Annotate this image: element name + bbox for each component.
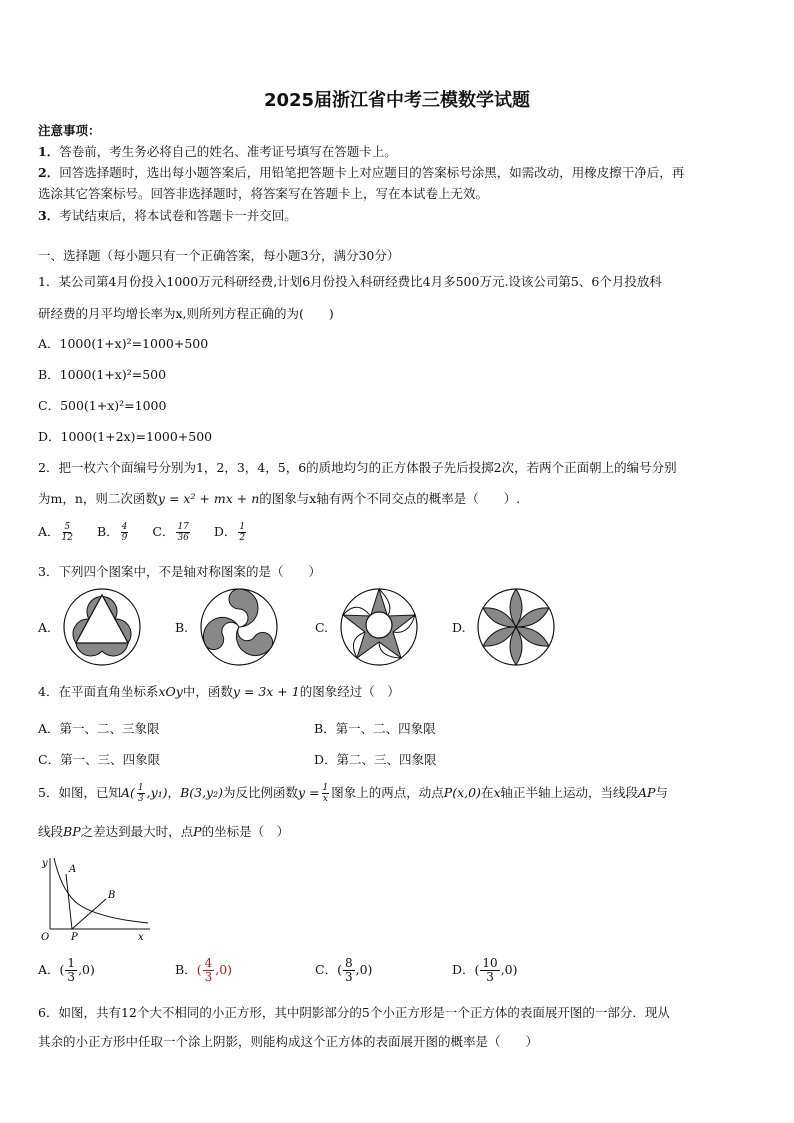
q5-opt-c-den: 3 — [344, 970, 353, 984]
q5-bp: BP — [63, 824, 81, 839]
q5-line2-text-a: 线段 — [38, 824, 64, 839]
q5-opt-c-label: C． — [315, 962, 338, 977]
note-2-text-a: 回答选择题时，选出每小题答案后，用铅笔把答题卡上对应题目的答案标号涂黑，如需改动，用橡皮擦干净后，再 — [59, 165, 685, 180]
q5-p-var: P — [193, 824, 202, 839]
q5-point-a-den: 3 — [137, 794, 144, 804]
q5-opt-b-den: 3 — [204, 970, 213, 984]
q1-line1: 1．某公司第4月份投入1000万元科研经费,计划6月份投入科研经费比4月多500万元.设该公司第5、6个月投放科 — [38, 274, 662, 289]
note-3-text: 考试结束后，将本试卷和答题卡一并交回。 — [59, 208, 297, 223]
q5-x-var: x — [493, 785, 501, 800]
q5-point-b: B(3,y₂) — [180, 785, 224, 800]
q2-opt-a-fraction — [62, 522, 73, 543]
q5-opt-c-close: ,0) — [355, 962, 373, 977]
q5-text-2: ， — [167, 785, 181, 800]
q4-text — [38, 682, 400, 700]
q5-opt-c-fraction — [343, 957, 355, 984]
q2-opt-a-label: A． — [38, 524, 60, 539]
q4-option-c: C．第一、三、四象限 — [38, 752, 161, 767]
q4-option-d: D．第二、三、四象限 — [314, 752, 437, 767]
q5-text-5: 在 — [480, 785, 494, 800]
q5-graph-segment-ap — [66, 874, 72, 929]
q2-options — [38, 522, 248, 543]
q3-figure-c — [339, 587, 419, 667]
q5-point-a-post: ,y₁) — [146, 785, 168, 800]
q4-text-a: 4．在平面直角坐标系 — [38, 684, 159, 699]
q5-opt-b-fraction — [203, 957, 215, 984]
q5-opt-d-den: 3 — [486, 970, 494, 984]
q5-point-a-pre: A( — [120, 785, 135, 800]
note-2 — [38, 163, 684, 181]
note-3 — [38, 206, 297, 224]
q5-text-6: 轴正半轴上运动，当线段 — [500, 785, 639, 800]
q2-opt-d-label: D． — [213, 524, 237, 539]
q5-opt-a-close: ,0) — [78, 962, 95, 977]
q2-opt-b-den: 9 — [121, 533, 128, 543]
q5-opt-b-open: ( — [196, 962, 202, 977]
q2-opt-d-fraction — [238, 522, 246, 543]
q5-option-a — [38, 957, 95, 984]
q4-option-b: B．第一、二、四象限 — [314, 721, 436, 736]
q5-point-a-fraction — [137, 783, 145, 804]
q2-line2-text-a: 为m，n，则二次函数 — [38, 491, 158, 506]
q5-function-den: x — [322, 794, 328, 804]
page-title: 2025届浙江省中考三模数学试题 — [263, 90, 531, 111]
q5-text-3: 为反比例函数 — [223, 785, 299, 800]
note-3-number: 3． — [38, 208, 60, 223]
q5-opt-b-close: ,0) — [215, 962, 233, 977]
q5-point-a-num: 1 — [137, 783, 144, 793]
q3-figure-a — [62, 587, 142, 667]
q5-option-d — [452, 957, 518, 984]
q4-text-b: 中，函数 — [182, 684, 233, 699]
q2-opt-c-fraction — [176, 522, 189, 543]
q5-text-4: 图象上的两点，动点 — [331, 785, 444, 800]
q2-opt-b-fraction — [121, 522, 129, 543]
q5-graph-label-x: x — [138, 932, 144, 942]
q5-opt-a-label: A． — [38, 962, 60, 977]
q5-graph-label-b: B — [108, 890, 116, 901]
q5-line2-text-c: 的坐标是（ ） — [201, 824, 290, 839]
q5-function-num: 1 — [322, 783, 329, 793]
q5-opt-d-fraction — [480, 957, 499, 984]
q2-opt-b-label: B． — [96, 524, 119, 539]
q2-opt-c-label: C． — [152, 524, 175, 539]
q3-figure-b — [199, 587, 279, 667]
q2-line1: 2．把一枚六个面编号分别为1，2，3，4，5，6的质地均匀的正方体骰子先后投掷2次，若两个正面朝上的编号分别 — [38, 460, 677, 475]
q2-opt-a-den: 12 — [61, 533, 73, 543]
q2-opt-c-num: 17 — [177, 522, 189, 532]
note-2-number: 2． — [38, 165, 60, 180]
q5-function-pre: y = — [298, 785, 320, 800]
note-2-line2: 选涂其它答案标号。回答非选择题时，将答案写在答题卡上，写在本试卷上无效。 — [38, 186, 489, 201]
q4-function: y = 3x + 1 — [232, 684, 300, 699]
q5-opt-d-open: ( — [474, 962, 480, 977]
note-1-number: 1． — [38, 144, 60, 159]
q5-opt-a-den: 3 — [67, 970, 76, 984]
q5-opt-b-label: B． — [175, 962, 197, 977]
q6-line2: 其余的小正方形中任取一个涂上阴影，则能构成这个正方体的表面展开图的概率是（ ） — [38, 1034, 539, 1049]
q5-opt-b-num: 4 — [204, 956, 213, 970]
q5-line2-text-b: 之差达到最大时，点 — [80, 824, 194, 839]
q5-ap: AP — [638, 785, 656, 800]
q5-point-p: P(x,0) — [443, 785, 481, 800]
notes-heading: 注意事项： — [38, 123, 101, 138]
q1-option-d: D．1000(1+2x)=1000+500 — [38, 429, 213, 444]
q3-text: 3．下列四个图案中，不是轴对称图案的是（ ） — [38, 564, 321, 579]
q3-label-d: D. — [452, 620, 466, 635]
q5-function-fraction — [322, 783, 330, 804]
q6-line1: 6．如图，共有12个大不相同的小正方形，其中阴影部分的5个小正方形是一个正方体的表面展开图的一部分．现从 — [38, 1005, 670, 1020]
q1-line2: 研经费的月平均增长率为x,则所列方程正确的为( ) — [38, 306, 334, 321]
q2-function: y = x² + mx + n — [157, 491, 260, 506]
q5-opt-d-label: D． — [452, 962, 475, 977]
q5-opt-d-num: 10 — [482, 956, 498, 970]
q4-xoy: xOy — [158, 684, 183, 699]
q2-opt-d-num: 1 — [239, 522, 246, 532]
q5-line2 — [38, 822, 289, 840]
q5-option-b — [175, 957, 232, 984]
q5-graph-label-p: P — [71, 932, 78, 942]
q1-option-b: B．1000(1+x)²=500 — [38, 367, 167, 382]
q5-text-7: 与 — [655, 785, 668, 800]
q5-text-1: 5．如图，已知 — [38, 785, 121, 800]
q5-opt-d-close: ,0) — [500, 962, 518, 977]
q5-graph-label-o: O — [41, 932, 50, 942]
q2-opt-b-num: 4 — [121, 522, 128, 532]
q5-option-c — [315, 957, 372, 984]
q2-line2-text-b: 的图象与x轴有两个不同交点的概率是（ ）. — [259, 491, 521, 506]
q5-graph-label-a: A — [69, 864, 77, 875]
q5-graph-label-y: y — [42, 858, 48, 869]
note-1 — [38, 142, 397, 160]
q5-opt-c-num: 8 — [344, 956, 353, 970]
q3-label-c: C. — [315, 620, 329, 635]
q5-opt-a-num: 1 — [67, 956, 76, 970]
section-heading: 一、选择题（每小题只有一个正确答案，每小题3分，满分30分） — [38, 248, 400, 263]
q3-label-a: A. — [38, 620, 52, 635]
q1-option-c: C．500(1+x)²=1000 — [38, 398, 167, 413]
q5-line1 — [38, 783, 668, 804]
q2-opt-c-den: 36 — [177, 533, 189, 543]
q4-option-a: A．第一、二、三象限 — [38, 721, 160, 736]
q2-line2 — [38, 489, 520, 507]
q3-label-b: B. — [175, 620, 189, 635]
q2-opt-d-den: 2 — [239, 533, 246, 543]
q2-opt-a-num: 5 — [64, 522, 71, 532]
q5-opt-a-open: ( — [59, 962, 65, 977]
q1-option-a: A．1000(1+x)²=1000+500 — [38, 336, 209, 351]
q4-text-c: 的图象经过（ ） — [299, 684, 400, 699]
q3-figure-d — [476, 587, 556, 667]
note-1-text: 答卷前，考生务必将自己的姓名、准考证号填写在答题卡上。 — [59, 144, 397, 159]
q5-graph — [38, 852, 158, 942]
q5-opt-a-fraction — [65, 957, 77, 984]
q5-opt-c-open: ( — [337, 962, 342, 977]
